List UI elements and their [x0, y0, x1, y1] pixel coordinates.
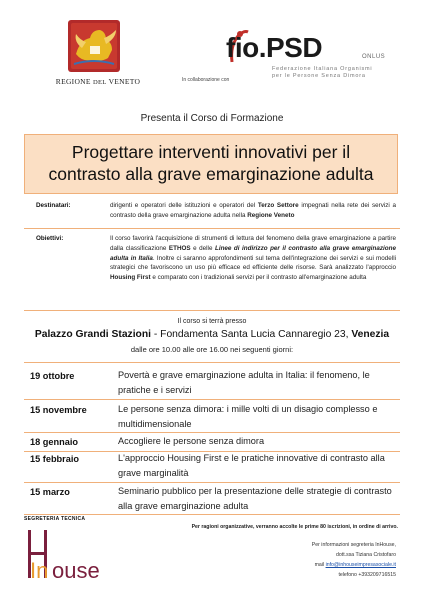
fio-psd-onlus: ONLUS	[362, 54, 386, 60]
destinatari-text: dirigenti e operatori delle istituzioni e operatori del Terzo Settore impegnati nella rete dei servizi a contrasto della grave emarginazione adulta nella Regione Veneto	[110, 202, 396, 219]
schedule-divider	[24, 399, 400, 400]
schedule-divider	[24, 482, 400, 483]
fio-psd-subtitle-1: Federazione Italiana Organismi	[272, 66, 373, 72]
course-title-box	[24, 134, 398, 194]
regione-veneto-wordmark: REGIONE DEL VENETO	[55, 77, 141, 86]
regione-veneto-lion-emblem	[62, 18, 126, 74]
destinatari-label: Destinatari:	[36, 202, 71, 209]
inhouse-logo	[26, 526, 136, 582]
schedule-date: 15 marzo	[30, 487, 70, 497]
venue-intro: Il corso si terrà presso	[177, 318, 247, 325]
schedule-topic: Le persone senza dimora: i mille volti di un disagio complesso e multidimensionale	[118, 404, 378, 429]
registration-note: Per ragioni organizzative, verranno accolte le prime 80 iscrizioni, in ordine di arrivo.	[191, 524, 398, 530]
fio-psd-subtitle-2: per le Persone Senza Dimora	[272, 73, 366, 79]
mail-link[interactable]: info@inhouseimpresasociale.it	[325, 562, 396, 568]
contact-mail: mail info@inhouseimpresasociale.it	[314, 562, 396, 568]
schedule-date: 15 febbraio	[30, 454, 80, 464]
collaboration-text: In collaborazione con	[182, 77, 230, 83]
obiettivi-text: Il corso favorirà l'acquisizione di strumenti di lettura del fenomeno della grave emarginazione a partire dalla classificazione ETHOS e delle Linee di indirizzo per il contrasto alla grave emarginazione adulta in Italia. Inoltre ci saranno approfondimenti sul tema dell'integrazione dei servizi e sui modelli strategici che favoriscono un uso più efficace ed efficiente delle risorse. Sarà analizzato l'approccio Housing First e comparato con i tradizionali servizi per il contrasto all'emarginazione adulta	[110, 235, 396, 282]
venue-hours: dalle ore 10.00 alle ore 16.00 nei seguenti giorni:	[130, 345, 294, 354]
presenta-heading: Presenta il Corso di Formazione	[140, 113, 284, 124]
obiettivi-label: Obiettivi:	[36, 235, 64, 242]
divider	[24, 228, 400, 229]
contact-line-1: Per informazioni segreteria InHouse,	[311, 542, 396, 548]
schedule-date: 19 ottobre	[30, 371, 75, 381]
venue-address: Palazzo Grandi Stazioni - Fondamenta Santa Lucia Cannaregio 23, Venezia	[34, 329, 390, 340]
course-title-line-2: contrasto alla grave emarginazione adulta	[48, 164, 374, 184]
course-title-line-1: Progettare interventi innovativi per il	[71, 142, 351, 162]
schedule-date: 18 gennaio	[30, 437, 78, 447]
contact-line-2: dott.ssa Tiziana Cristofaro	[336, 552, 396, 558]
schedule-divider	[24, 432, 400, 433]
schedule-divider	[24, 362, 400, 363]
svg-text:ouse: ouse	[52, 558, 100, 582]
contact-phone: telefono +393209716515	[338, 572, 396, 578]
schedule-topic: L'approccio Housing First e le pratiche innovative di contrasto alla grave marginalità	[118, 453, 385, 478]
fio-psd-logo: fio.PSD	[226, 32, 323, 63]
segreteria-label: SEGRETERIA TECNICA	[24, 516, 86, 522]
schedule-date: 15 novembre	[30, 405, 87, 415]
schedule-topic: Povertà e grave emarginazione adulta in Italia: il fenomeno, le pratiche e i servizi	[118, 370, 370, 395]
divider	[24, 310, 400, 311]
schedule-topic: Accogliere le persone senza dimora	[118, 436, 265, 446]
schedule-topic: Seminario pubblico per la presentazione delle strategie di contrasto alla grave emarginazione adulta	[118, 486, 392, 511]
svg-text:In: In	[30, 558, 49, 582]
schedule-divider	[24, 514, 400, 515]
